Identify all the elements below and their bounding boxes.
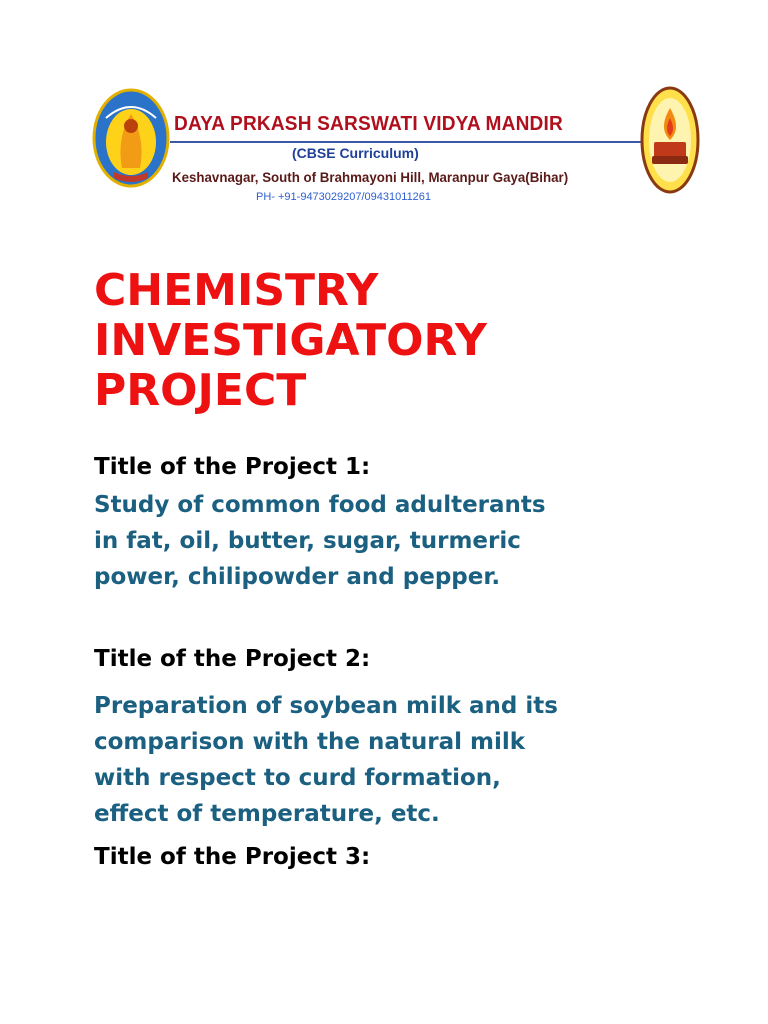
description-line: comparison with the natural milk: [94, 729, 526, 755]
title-line: CHEMISTRY: [94, 265, 379, 316]
school-header-banner: [92, 86, 700, 203]
school-emblem-left: [92, 88, 170, 188]
school-emblem-right: [640, 86, 700, 194]
project-1-description: [94, 487, 714, 595]
title-line: PROJECT: [94, 365, 307, 416]
description-line: Preparation of soybean milk and its: [94, 693, 558, 719]
school-phone: PH- +91-9473029207/09431011261: [256, 191, 432, 203]
description-line: with respect to curd formation,: [94, 765, 501, 791]
description-line: in fat, oil, butter, sugar, turmeric: [94, 528, 521, 554]
header-divider: [170, 141, 642, 143]
project-main-title: [94, 266, 714, 416]
project-2-description: [94, 688, 714, 832]
project-1-label: Title of the Project 1:: [94, 454, 371, 480]
curriculum-label: (CBSE Curriculum): [292, 145, 419, 161]
title-line: INVESTIGATORY: [94, 315, 487, 366]
description-line: power, chilipowder and pepper.: [94, 564, 501, 590]
school-name: DAYA PRKASH SARSWATI VIDYA MANDIR: [174, 112, 563, 135]
school-address: Keshavnagar, South of Brahmayoni Hill, Maranpur Gaya(Bihar): [172, 169, 569, 185]
project-3-label: Title of the Project 3:: [94, 844, 371, 870]
description-line: Study of common food adulterants: [94, 492, 546, 518]
project-2-label: Title of the Project 2:: [94, 646, 371, 672]
description-line: effect of temperature, etc.: [94, 801, 440, 827]
